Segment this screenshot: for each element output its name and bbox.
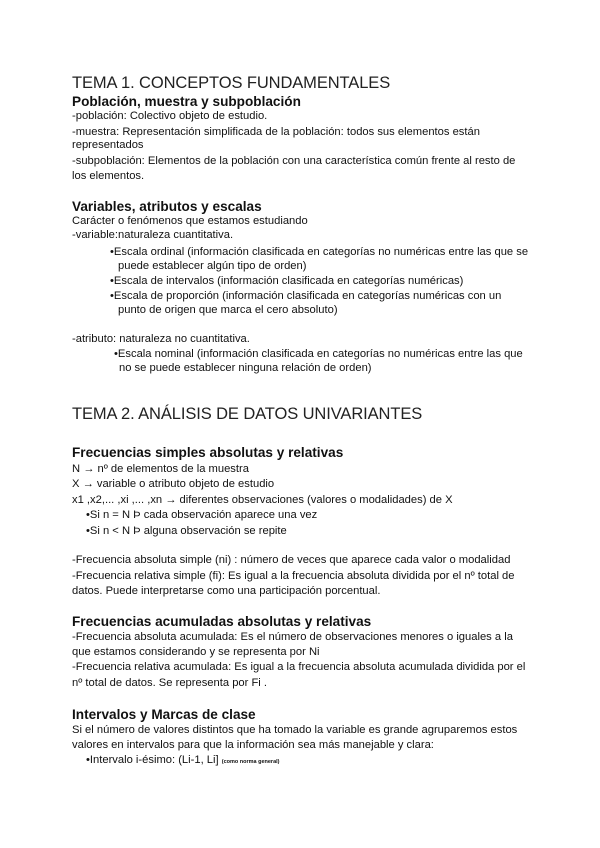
text-line: x1 ,x2,... ,xi ,... ,xn → diferentes observaciones (valores o modalidades) de X [72, 494, 453, 506]
bullet-continuation: puede establecer algún tipo de orden) [118, 260, 307, 272]
text-line: valores en intervalos para que la información sea más manejable y clara: [72, 739, 434, 751]
text-line: -atributo: naturaleza no cuantitativa. [72, 333, 250, 345]
text-line: -Frecuencia absoluta acumulada: Es el número de observaciones menores o iguales a la [72, 631, 513, 643]
text-line: nº total de datos. Se representa por Fi . [72, 677, 268, 689]
text-line: -Frecuencia relativa simple (fi): Es igual a la frecuencia absoluta dividida por el nº total de [72, 570, 515, 582]
tema2-title: TEMA 2. ANÁLISIS DE DATOS UNIVARIANTES [72, 405, 423, 423]
text-line: que estamos considerando y se representa por Ni [72, 646, 320, 658]
bullet-item-intervalo [86, 753, 280, 769]
bullet-item: •Escala de proporción (información clasificada en categorías numéricas con un [110, 290, 502, 302]
text-line: -variable:naturaleza cuantitativa. [72, 229, 234, 241]
text-line: Carácter o fenómenos que estamos estudiando [72, 215, 308, 227]
text-line: -Frecuencia absoluta simple (ni) : número de veces que aparece cada valor o modalidad [72, 554, 511, 566]
bullet-item: •Si n < N Þ alguna observación se repite [86, 525, 287, 537]
text-line: los elementos. [72, 170, 145, 182]
text-line: representados [72, 139, 144, 151]
section-heading-poblacion: Población, muestra y subpoblación [72, 94, 301, 109]
text-line: Si el número de valores distintos que ha tomado la variable es grande agruparemos estos [72, 724, 518, 736]
text-line: -muestra: Representación simplificada de la población: todos sus elementos están [72, 126, 480, 138]
section-heading-intervalos: Intervalos y Marcas de clase [72, 707, 256, 722]
section-heading-simples: Frecuencias simples absolutas y relativas [72, 445, 344, 460]
section-heading-acumuladas: Frecuencias acumuladas absolutas y relativas [72, 614, 372, 629]
tema1-title: TEMA 1. CONCEPTOS FUNDAMENTALES [72, 74, 391, 92]
bullet-note: (como norma general) [221, 759, 280, 765]
text-line: N → nº de elementos de la muestra [72, 463, 249, 475]
text-line: -Frecuencia relativa acumulada: Es igual a la frecuencia absoluta acumulada dividida por el [72, 661, 526, 673]
text-line: X → variable o atributo objeto de estudio [72, 478, 275, 490]
bullet-continuation: punto de origen que marca el cero absoluto) [118, 304, 338, 316]
bullet-item: •Si n = N Þ cada observación aparece una vez [86, 509, 318, 521]
text-line: -subpoblación: Elementos de la población con una característica común frente al resto de [72, 155, 516, 167]
bullet-item: •Escala ordinal (información clasificada en categorías no numéricas entre las que se [110, 246, 529, 258]
text-line: -población: Colectivo objeto de estudio. [72, 110, 268, 122]
section-heading-variables: Variables, atributos y escalas [72, 199, 262, 214]
bullet-text: •Intervalo i-ésimo: (Li-1, Li] [86, 754, 219, 766]
bullet-item: •Escala nominal (información clasificada en categorías no numéricas entre las que [114, 348, 523, 360]
bullet-item: •Escala de intervalos (información clasificada en categorías numéricas) [110, 275, 464, 287]
text-line: datos. Puede interpretarse como una participación porcentual. [72, 585, 381, 597]
bullet-continuation: no se puede establecer ninguna relación de orden) [119, 362, 372, 374]
